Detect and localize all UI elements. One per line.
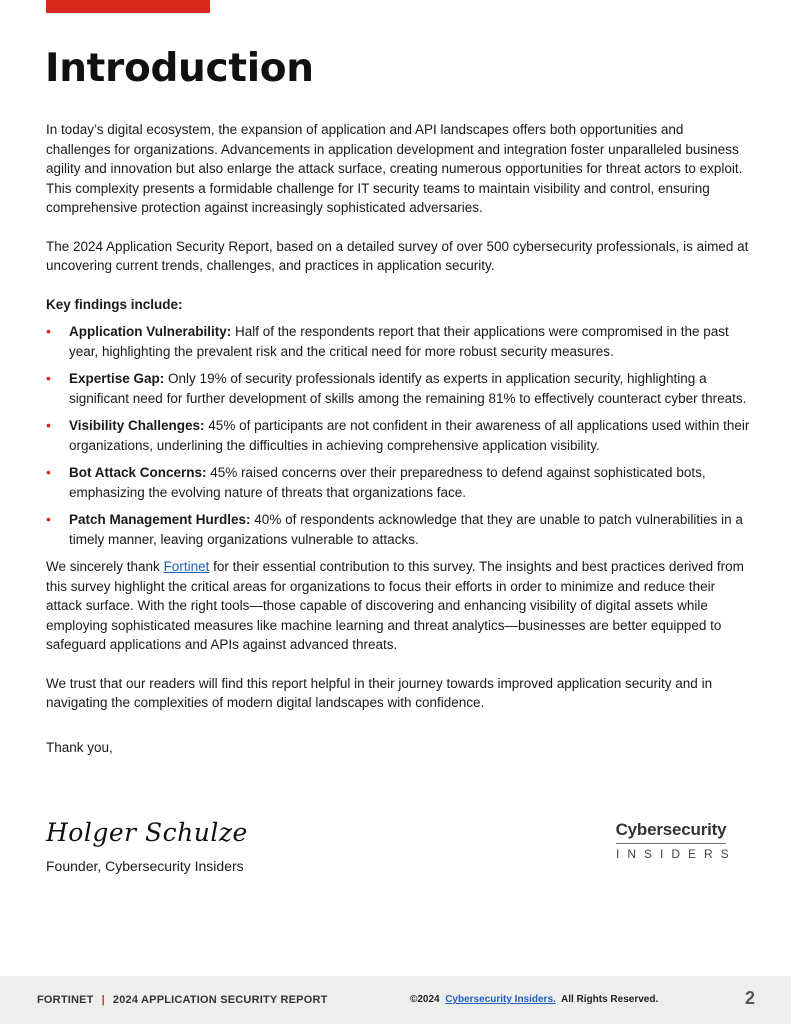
finding-text: Half of the respondents report that their applications were compromised in the past year, highlighting the prevalent risk and the critical need for more robust security measures. [69,324,729,359]
footer-report-name: 2024 APPLICATION SECURITY REPORT [112,994,328,1006]
thanks-paragraph [46,557,750,655]
bullet-icon: • [46,370,51,386]
finding-text: 45% of participants are not confident in their awareness of all applications used within their organizations, underlining the difficulties in achieving comprehensive application visibility. [69,418,750,453]
logo-line2: INSIDERS [616,847,737,861]
footer-brand: FORTINET [37,994,94,1006]
bullet-icon: • [46,323,51,339]
finding-term: Patch Management Hurdles: [69,512,251,527]
bullet-icon: • [46,464,51,480]
finding-item [46,369,750,408]
logo-divider [616,843,726,844]
main-content [46,120,750,776]
copyright-suffix: All Rights Reserved. [560,994,659,1005]
finding-item [46,416,750,455]
page-number: 2 [745,988,756,1008]
logo-line1: Cybersecurity [615,820,727,839]
cybersecurity-insiders-logo [610,820,737,861]
finding-term: Application Vulnerability: [69,324,232,339]
footer-divider: | [101,994,105,1006]
finding-item [46,463,750,502]
footer-copyright [410,994,658,1005]
report-description: The 2024 Application Security Report, based on a detailed survey of over 500 cybersecurity professionals, is aimed at uncovering current trends, challenges, and practices in application security. [46,238,749,273]
page-footer [0,976,791,1024]
bullet-icon: • [46,511,51,527]
copyright-prefix: ©2024 [410,994,440,1005]
sign-off: Thank you, [46,739,113,755]
finding-text: 40% of respondents acknowledge that they are unable to patch vulnerabilities in a timely manner, leaving organizations vulnerable to attacks. [69,512,743,547]
intro-paragraph: In today’s digital ecosystem, the expansion of application and API landscapes offers both opportunities and challenges for organizations. Advancements in application development and integration foster unparalleled business agility and innovation but also enlarge the attack surface, creating numerous opportunities for threat actors to exploit. This complexity presents a formidable challenge for IT security teams to maintain visibility and control, ensuring comprehensive protection against increasingly sophisticated adversaries. [46,122,743,215]
footer-report-title [37,994,328,1006]
finding-item [46,322,750,361]
signature: Holger Schulze [46,818,248,847]
finding-text: Only 19% of security professionals identify as experts in application security, highlighting a significant need for further development of skills among the remaining 81% to effectively counteract cyber threats. [69,371,747,406]
finding-item [46,510,750,549]
copyright-link[interactable]: Cybersecurity Insiders. [445,994,556,1005]
finding-text: 45% raised concerns over their preparedness to defend against sophisticated bots, emphasizing the evolving nature of threats that organizations face. [69,465,706,500]
page-title: Introduction [45,46,314,91]
thanks-text-before: We sincerely thank [46,559,164,574]
finding-term: Expertise Gap: [69,371,165,386]
finding-term: Bot Attack Concerns: [69,465,207,480]
key-findings-heading: Key findings include: [46,296,183,312]
finding-term: Visibility Challenges: [69,418,205,433]
fortinet-link[interactable]: Fortinet [163,559,210,574]
closing-paragraph: We trust that our readers will find this report helpful in their journey towards improved application security and in navigating the complexities of modern digital landscapes with confidence. [46,675,713,710]
founder-title: Founder, Cybersecurity Insiders [46,858,244,874]
bullet-icon: • [46,417,51,433]
accent-bar [46,0,210,13]
findings-list [46,322,750,549]
thanks-text-after: for their essential contribution to this survey. The insights and best practices derived from this survey highlight the critical areas for organizations to focus their efforts in order to minimize and reduce their attack surface. With the right tools—those capable of discovering and enhancing visibility of digital assets while employing sophisticated measures like machine learning and threat analytics—businesses are better equipped to safeguard applications and APIs against advanced threats. [46,559,744,652]
